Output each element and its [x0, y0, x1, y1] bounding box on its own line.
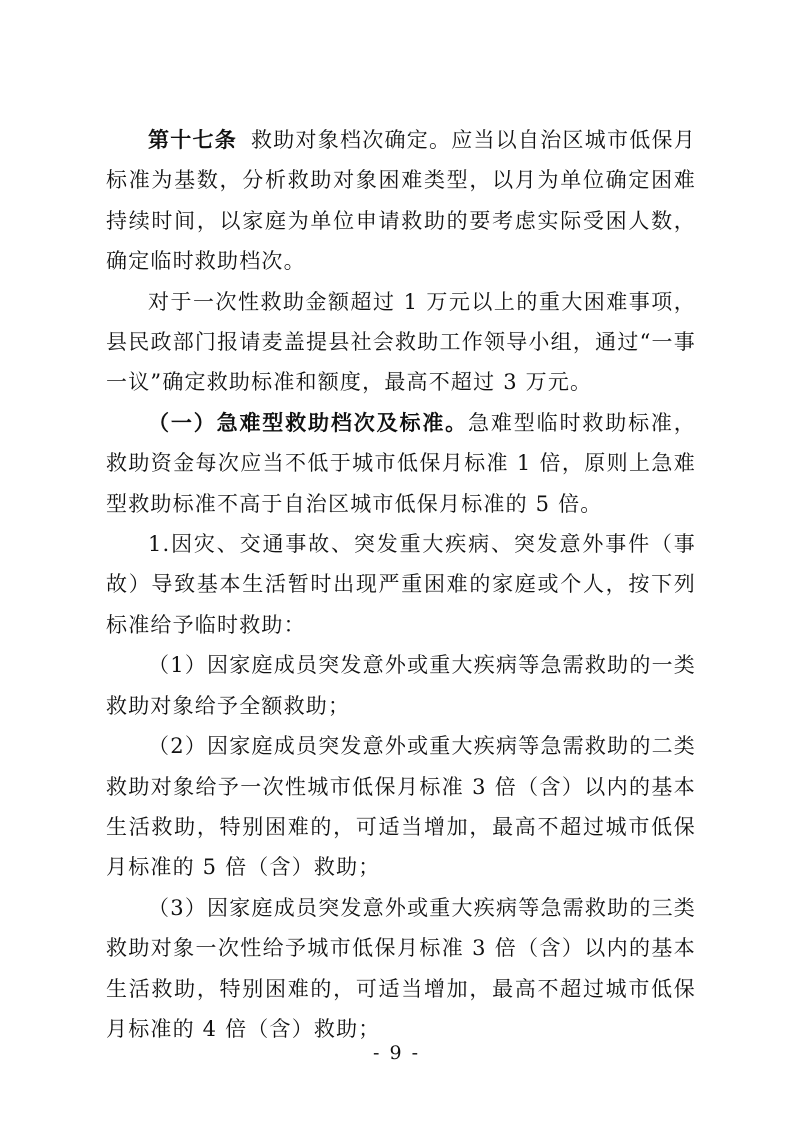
paragraph-section-1 — [106, 403, 696, 524]
article-heading: 第十七条 — [148, 128, 237, 152]
body-text — [106, 120, 696, 1049]
paragraph — [106, 524, 696, 645]
paragraph-text: 救助对象档次确定。应当以自治区城市低保月标准为基数，分析救助对象困难类型，以月为单位确定困难持续时间，以家庭为单位申请救助的要考虑实际受困人数，确定临时救助档次。 — [106, 128, 696, 274]
paragraph-text: 急难型临时救助标准，救助资金每次应当不低于城市低保月标准 1 倍，原则上急难型救助标准不高于自治区城市低保月标准的 5 倍。 — [106, 410, 696, 516]
page-number: - 9 - — [372, 1042, 420, 1064]
paragraph-text: （1）因家庭成员突发意外或重大疾病等急需救助的一类救助对象给予全额救助； — [106, 653, 696, 718]
paragraph — [106, 282, 696, 403]
paragraph-text: （2）因家庭成员突发意外或重大疾病等急需救助的二类救助对象给予一次性城市低保月标准 3 倍（含）以内的基本生活救助，特别困难的，可适当增加，最高不超过城市低保月标准的 5 倍（含）救助； — [106, 734, 696, 880]
paragraph — [106, 726, 696, 888]
section-heading: （一）急难型救助档次及标准。 — [148, 410, 469, 435]
paragraph-text: （3）因家庭成员突发意外或重大疾病等急需救助的三类救助对象一次性给予城市低保月标准 3 倍（含）以内的基本生活救助，特别困难的，可适当增加，最高不超过城市低保月标准的 4 倍（含）救助； — [106, 895, 696, 1041]
paragraph-text: 1.因灾、交通事故、突发重大疾病、突发意外事件（事故）导致基本生活暂时出现严重困难的家庭或个人，按下列标准给予临时救助： — [106, 532, 696, 637]
paragraph — [106, 645, 696, 726]
paragraph-article-17 — [106, 120, 696, 282]
paragraph-text: 对于一次性救助金额超过 1 万元以上的重大困难事项，县民政部门报请麦盖提县社会救助工作领导小组，通过“一事一议”确定救助标准和额度，最高不超过 3 万元。 — [106, 289, 696, 395]
paragraph — [106, 888, 696, 1050]
